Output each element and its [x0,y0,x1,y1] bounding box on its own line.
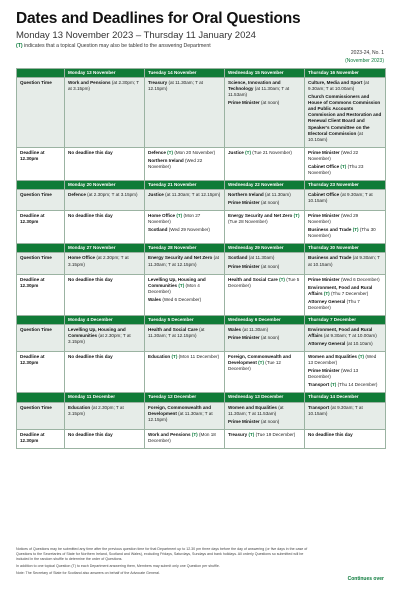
time-detail: (at 9.30am; T at 10.00am) [308,80,370,92]
department-entry [228,255,301,261]
question-time-cell [145,402,225,429]
footnote-topical: In addition to one topical Question (T) to each Department answering them, Members may submit only one Question per shuffle. [16,564,220,569]
department-name: Levelling Up, Housing and Communities [148,276,206,288]
topical-marker: (T) [248,431,255,437]
deadline-entry [308,285,382,297]
deadline-row-label: Deadline at 12.30pm [17,352,65,393]
week-header-blank [17,180,65,189]
topical-marker: (T) [330,382,337,388]
deadline-entry [308,354,382,366]
deadline-entry [308,213,382,225]
department-name: Treasury [148,80,168,86]
department-name: Defence [148,149,166,155]
department-name: Prime Minister [228,200,260,206]
time-detail: (at 11.30am; T at 12.15pm) [148,255,219,267]
department-name: Education [68,404,91,410]
department-name: Prime Minister [228,418,260,424]
time-detail: (at 11.30am; T at 11.53am) [228,404,284,416]
time-detail: (Thu 7 December) [331,290,369,296]
day-header: Monday 13 November [65,69,145,78]
deadline-entry [308,432,382,438]
time-detail: (Mon 27 November) [148,213,201,225]
question-time-cell [305,78,386,148]
question-time-row [17,402,386,429]
time-detail: (at 2.30pm; T at 3.15pm) [87,192,138,197]
question-time-cell [305,402,386,429]
department-name: Treasury [228,431,248,437]
date-range-subtitle: Monday 13 November 2023 – Thursday 11 January 2024 [16,30,256,41]
department-name: Science, Innovation and Technology [228,80,281,92]
question-time-cell [305,190,386,211]
footnote-submission: Notices of Questions may be submitted any time after the previous question time for that Department up to 12.30 pm three days before the day of answering (or five days in the case of Questions to the Secretaries of State for Northern Ireland, Scotland and Wales), excluding Fridays, Saturdays, Sundays and bank holidays. All orderly Questions so submitted will be included in the random shuffle to determine the order of Questions. [16,547,308,562]
department-name: Justice [228,149,244,155]
deadline-cell [65,211,145,244]
question-time-row-label: Question Time [17,78,65,148]
topical-marker: (T) [16,43,23,49]
time-detail: (at 10.10am) [346,341,373,347]
time-detail: (Wed 13 December) [308,368,359,380]
topical-note-text: indicates that a topical Question may also be tabled to the answering Department [24,43,211,49]
week-header-blank [17,393,65,402]
department-name: Northern Ireland [228,192,264,197]
deadline-entry [148,158,221,170]
deadline-entry [308,164,382,176]
topical-marker: (T) [340,163,347,169]
week-header-blank [17,244,65,253]
topical-marker: (T) [191,431,198,437]
department-name: Energy Security and Net Zero [228,213,293,219]
department-name: Attorney General [308,298,346,304]
question-time-row [17,190,386,211]
deadline-entry [228,213,301,225]
topical-marker: (T) [279,276,285,282]
department-name: Prime Minister [228,263,260,269]
day-header: Tuesday 5 December [145,315,225,324]
deadline-entry [148,297,221,303]
time-detail: (Mon 20 November) [174,149,216,155]
department-entry [148,405,221,423]
department-entry [68,80,141,92]
day-header: Thursday 23 November [305,180,386,189]
question-time-cell [305,253,386,274]
department-entry [308,192,382,204]
department-entry [228,335,301,341]
deadline-entry [228,432,301,438]
topical-marker: (T) [178,282,185,288]
department-name: Energy Security and Net Zero [148,255,213,261]
week-header-row [17,315,386,324]
department-name: Cabinet Office [308,163,340,169]
edition-info [345,50,384,65]
deadline-entry [308,150,382,162]
department-name: No deadline this day [68,431,113,437]
time-detail: (Mon 18 December) [148,431,216,443]
deadline-entry [308,299,382,311]
department-name: Home Office [148,213,176,219]
department-name: Foreign, Commonwealth and Development [148,404,212,416]
deadline-cell [145,429,225,448]
deadline-entry [68,277,141,283]
time-detail: (at 2.30pm; T at 3.15pm) [68,333,131,345]
day-header: Thursday 14 December [305,393,386,402]
day-header: Wednesday 13 December [225,393,305,402]
deadline-cell [225,147,305,180]
department-name: Environment, Food and Rural Affairs [308,326,373,338]
question-time-row-label: Question Time [17,253,65,274]
deadline-entry [228,354,301,372]
day-header: Monday 20 November [65,180,145,189]
department-name: Business and Trade [308,227,352,233]
department-name: Scotland [148,227,168,233]
question-time-cell [145,190,225,211]
time-detail: (Wed 22 November) [308,149,359,161]
topical-marker: (T) [167,149,174,155]
department-entry [228,200,301,206]
time-detail: (Mon 4 December) [148,282,200,294]
department-name: No deadline this day [68,354,113,360]
deadline-cell [305,352,386,393]
time-detail: (Thu 23 November) [308,163,364,175]
question-time-cell [225,78,305,148]
question-time-cell [65,324,145,351]
time-detail: (at 11.30am; T at 11.53am) [228,86,290,98]
deadline-entry [308,227,382,239]
deadline-entry [308,277,382,283]
deadline-entry [308,382,382,388]
deadline-entry [228,277,301,289]
department-name: Women and Equalities [308,354,357,360]
time-detail: (at noon) [260,100,280,106]
department-name: Church Commissioners and House of Commons Commission and Public Accounts Commission and Restoration and Renewal Client Board and Speaker's Committee on the Electoral Commission [308,94,382,136]
time-detail: (Tue 28 November) [228,219,268,225]
continues-over-label: Continues over [347,576,384,582]
question-time-cell [225,324,305,351]
department-entry [308,255,382,267]
week-header-blank [17,315,65,324]
time-detail: (Thu 7 December) [308,298,360,310]
department-name: Prime Minister [228,100,260,106]
day-header: Monday 11 December [65,393,145,402]
deadline-entry [148,277,221,295]
department-entry [148,80,221,92]
deadline-cell [145,274,225,315]
department-name: Attorney General [308,341,346,347]
department-entry [228,80,301,98]
department-entry [68,327,141,345]
department-entry [68,255,141,267]
question-time-cell [145,324,225,351]
deadline-row-label: Deadline at 12.30pm [17,429,65,448]
deadline-row [17,352,386,393]
time-detail: (at 2.30pm; T at 3.15pm) [68,255,129,267]
deadline-cell [305,147,386,180]
time-detail: (Wed 29 November) [168,227,210,233]
deadline-cell [65,429,145,448]
department-name: No deadline this day [68,276,113,282]
time-detail: (Wed 6 December) [340,276,380,282]
deadline-row-label: Deadline at 12.30pm [17,274,65,315]
day-header: Thursday 16 November [305,69,386,78]
week-header-row [17,244,386,253]
department-name: Health and Social Care [228,276,278,282]
department-entry [308,80,382,92]
deadline-row [17,274,386,315]
day-header: Wednesday 22 November [225,180,305,189]
deadline-entry [68,432,141,438]
department-entry [148,327,221,339]
time-detail: (at 11.30am; T at 12.15pm) [165,192,221,197]
time-detail: (at 9.30am; T at 10.00am) [323,333,377,338]
deadline-entry [68,150,141,156]
department-name: Foreign, Commonwealth and Development [228,354,292,366]
time-detail: (at 11.30am) [242,326,269,332]
question-time-cell [65,78,145,148]
deadline-cell [305,274,386,315]
topical-marker: (T) [352,227,359,233]
time-detail: (at noon) [260,263,280,269]
deadline-cell [225,352,305,393]
day-header: Thursday 30 November [305,244,386,253]
page-title: Dates and Deadlines for Oral Questions [16,10,301,27]
topical-marker: (T) [171,354,178,360]
day-header: Monday 4 December [65,315,145,324]
time-detail: (Thu 30 November) [308,227,376,239]
deadline-entry [228,150,301,156]
deadline-row-label: Deadline at 12.30pm [17,147,65,180]
deadline-cell [65,352,145,393]
day-header: Tuesday 12 December [145,393,225,402]
question-time-row-label: Question Time [17,324,65,351]
department-name: Prime Minister [308,213,340,219]
time-detail: (at noon) [260,200,280,206]
question-time-cell [145,78,225,148]
schedule-table [16,68,386,449]
time-detail: (at 2.30pm; T at 3.15pm) [68,404,124,416]
deadline-entry [148,432,221,444]
department-entry [308,341,382,347]
topical-marker: (T) [258,360,265,366]
question-time-row-label: Question Time [17,402,65,429]
deadline-cell [145,147,225,180]
topical-marker: (T) [358,354,365,360]
department-entry [228,192,301,198]
department-entry [228,419,301,425]
deadline-cell [305,211,386,244]
week-header-row [17,393,386,402]
time-detail: (Thu 14 December) [337,382,378,388]
deadline-entry [308,368,382,380]
deadline-cell [145,352,225,393]
time-detail: (Mon 11 December) [178,354,220,360]
department-name: Cabinet Office [308,192,340,197]
time-detail: (at 9.30am; T at 10.15am) [308,192,373,204]
department-name: Levelling Up, Housing and Communities [68,326,126,338]
deadline-row [17,147,386,180]
question-time-cell [65,402,145,429]
department-name: Work and Pensions [148,431,191,437]
time-detail: (at 9.30am; T at 10.15am) [308,255,380,267]
question-time-cell [145,253,225,274]
time-detail: (at noon) [260,418,280,424]
deadline-cell [65,147,145,180]
department-entry [228,264,301,270]
week-header-row [17,69,386,78]
time-detail: (at noon) [260,335,280,340]
edition-date: (November 2023) [345,57,384,64]
week-header-row [17,180,386,189]
time-detail: (Tue 5 December) [228,276,300,288]
department-name: Transport [308,404,330,410]
department-entry [308,94,382,143]
department-name: Defence [68,192,86,197]
document-header [16,10,384,64]
day-header: Wednesday 6 December [225,315,305,324]
deadline-row-label: Deadline at 12.30pm [17,211,65,244]
department-name: Education [148,354,171,360]
department-entry [68,192,141,198]
topical-marker: (T) [176,213,183,219]
department-name: Prime Minister [228,335,260,340]
question-time-cell [225,402,305,429]
department-entry [228,100,301,106]
question-time-cell [65,253,145,274]
day-header: Tuesday 21 November [145,180,225,189]
deadline-entry [148,150,221,156]
deadline-row [17,429,386,448]
time-detail: (Wed 22 November) [148,157,203,169]
time-detail: (at 10.10am) [308,130,363,142]
deadline-cell [225,211,305,244]
department-entry [148,192,221,198]
question-time-cell [225,253,305,274]
question-time-row-label: Question Time [17,190,65,211]
question-time-row [17,78,386,148]
department-name: Prime Minister [308,276,340,282]
question-time-row [17,253,386,274]
department-entry [308,327,382,339]
department-name: Wales [148,296,162,302]
department-entry [148,255,221,267]
department-name: Women and Equalities [228,404,277,410]
week-header-blank [17,69,65,78]
time-detail: (at 11.30am) [265,192,291,197]
deadline-cell [145,211,225,244]
topical-marker: (T) [323,290,330,296]
department-name: Environment, Food and Rural Affairs [308,284,373,296]
deadline-entry [148,213,221,225]
department-name: Prime Minister [308,368,340,374]
day-header: Tuesday 14 November [145,69,225,78]
department-name: No deadline this day [308,431,353,437]
time-detail: (Wed 29 November) [308,213,359,225]
question-time-cell [305,324,386,351]
edition-number: 2023-24, No. 1 [350,50,384,56]
day-header: Wednesday 29 November [225,244,305,253]
time-detail: (Wed 6 December) [162,296,202,302]
deadline-cell [225,429,305,448]
time-detail: (at 11.30am; T at 12.15pm) [148,410,213,422]
department-name: Scotland [228,255,248,261]
department-entry [68,405,141,417]
topical-marker: (T) [293,213,300,219]
day-header: Tuesday 28 November [145,244,225,253]
department-name: Health and Social Care [148,326,198,332]
department-entry [308,405,382,417]
time-detail: (Tue 19 December) [255,431,296,437]
deadline-cell [65,274,145,315]
department-entry [228,405,301,417]
question-time-cell [65,190,145,211]
time-detail: (Wed 13 December) [308,354,377,366]
topical-marker: (T) [245,149,251,155]
day-header: Thursday 7 December [305,315,386,324]
department-name: No deadline this day [68,149,113,155]
time-detail: (Tue 21 November) [252,149,292,155]
time-detail: (at 9.30am; T at 10.15am) [308,404,363,416]
footnote-scotland: Note: The Secretary of State for Scotland also answers on behalf of the Advocate General. [16,571,160,576]
department-name: Home Office [68,255,96,261]
question-time-cell [225,190,305,211]
department-name: No deadline this day [68,213,113,219]
deadline-entry [68,213,141,219]
department-name: Transport [308,382,330,388]
department-name: Work and Pensions [68,80,111,86]
time-detail: (at 11.30am; T at 12.15pm) [148,326,205,338]
time-detail: (at 11.30am; T at 12.15pm) [148,80,203,92]
deadline-row [17,211,386,244]
department-name: Culture, Media and Sport [308,80,363,86]
deadline-entry [148,354,221,360]
day-header: Wednesday 15 November [225,69,305,78]
deadline-entry [68,354,141,360]
time-detail: (at 2.30pm; T at 3.15pm) [68,80,139,92]
footnotes [16,547,316,578]
time-detail: (at 11.30am) [248,255,275,261]
time-detail: (Tue 12 December) [228,360,281,372]
day-header: Monday 27 November [65,244,145,253]
topical-note [16,43,384,49]
deadline-cell [225,274,305,315]
department-name: Prime Minister [308,149,340,155]
question-time-row [17,324,386,351]
department-name: Wales [228,326,242,332]
deadline-cell [305,429,386,448]
department-name: Business and Trade [308,255,352,261]
department-name: Northern Ireland [148,157,184,163]
department-entry [228,327,301,333]
deadline-entry [148,227,221,233]
department-name: Justice [148,192,164,197]
